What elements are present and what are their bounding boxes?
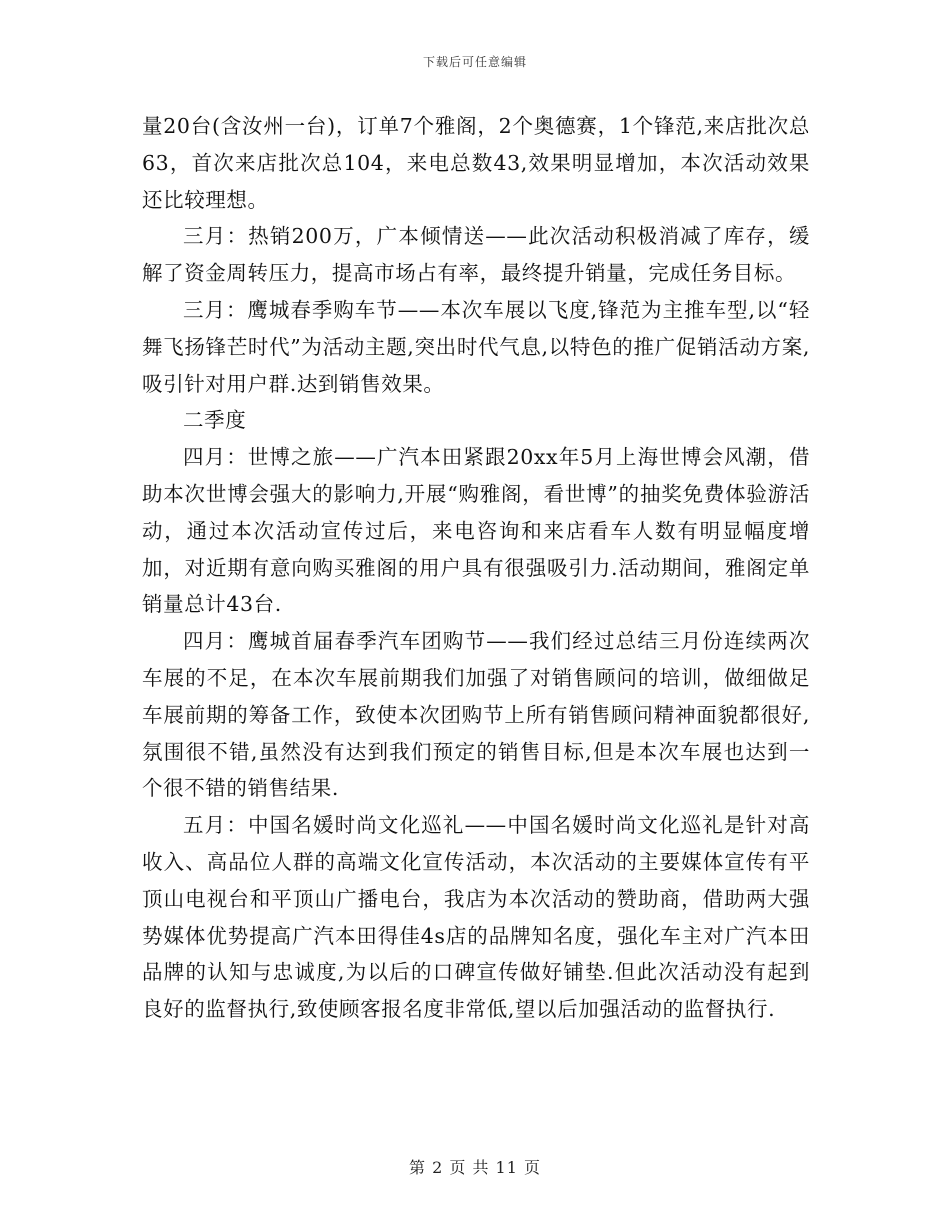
page-header: 下载后可任意编辑: [422, 55, 527, 69]
paragraph-6: 五月：中国名媛时尚文化巡礼——中国名媛时尚文化巡礼是针对高收入、高品位人群的高端文化宣传活动，本次活动的主要媒体宣传有平顶山电视台和平顶山广播电台，我店为本次活动的赞助商，借助两大强势媒体优势提高广汽本田得佳4s店的品牌知名度，强化车主对广汽本田品牌的认知与忠诚度,为以后的口碑宣传做好铺垫.但此次活动没有起到良好的监督执行,致使顾客报名度非常低,望以后加强活动的监督执行.: [142, 813, 810, 1022]
paragraph-2: 三月：热销200万，广本倾情送——此次活动积极消减了库存，缓解了资金周转压力，提高市场占有率，最终提升销量，完成任务目标。: [142, 224, 810, 286]
paragraph-1: 量20台(含汝州一台)，订单7个雅阁，2个奥德赛，1个锋范,来店批次总63，首次来店批次总104，来电总数43,效果明显增加，本次活动效果还比较理想。: [142, 114, 810, 212]
page-footer: 第 2 页 共 11 页: [409, 1158, 541, 1177]
paragraph-5: 四月：鹰城首届春季汽车团购节——我们经过总结三月份连续两次车展的不足，在本次车展前期我们加强了对销售顾问的培训，做细做足车展前期的筹备工作，致使本次团购节上所有销售顾问精神面貌都很好,氛围很不错,虽然没有达到我们预定的销售目标,但是本次车展也达到一个很不错的销售结果.: [142, 629, 810, 801]
paragraph-3: 三月：鹰城春季购车节——本次车展以飞度,锋范为主推车型,以“轻舞飞扬锋芒时代”为活动主题,突出时代气息,以特色的推广促销活动方案,吸引针对用户群.达到销售效果。: [142, 297, 810, 396]
paragraph-4: 四月：世博之旅——广汽本田紧跟20xx年5月上海世博会风潮，借助本次世博会强大的影响力,开展“购雅阁，看世博”的抽奖免费体验游活动，通过本次活动宣传过后，来电咨询和来店看车人数有明显幅度增加，对近期有意向购买雅阁的用户具有很强吸引力.活动期间，雅阁定单销量总计43台.: [142, 445, 810, 617]
document-body: [142, 108, 810, 1028]
section-heading: 二季度: [183, 408, 247, 433]
